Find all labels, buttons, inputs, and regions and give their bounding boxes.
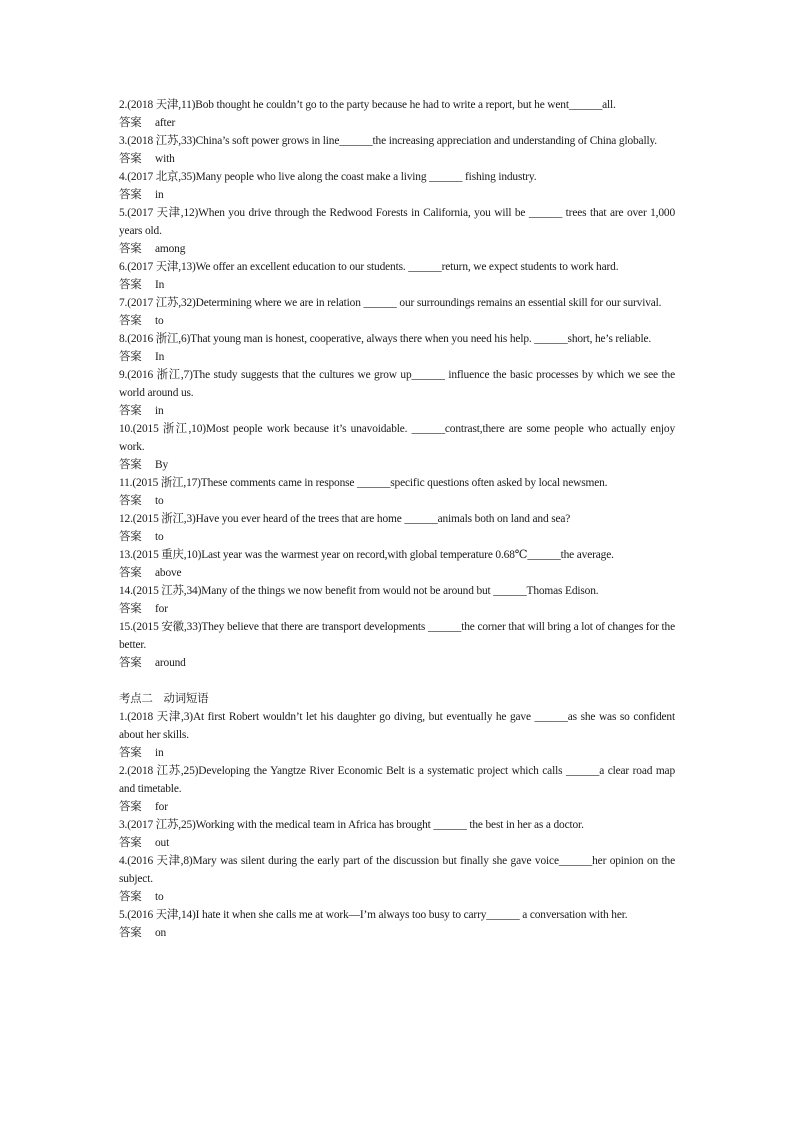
question-text: 5.(2016 天津,14)I hate it when she calls me at work—I’m always too busy to carry______ a conversation with her. bbox=[119, 909, 628, 921]
answer-value: for bbox=[155, 603, 168, 615]
answer-value: to bbox=[155, 531, 164, 543]
answer-line bbox=[119, 492, 675, 510]
answer-label: 答案 bbox=[119, 279, 142, 291]
question-text: 11.(2015 浙江,17)These comments came in response ______specific questions often asked by local newsmen. bbox=[119, 477, 608, 489]
answer-value: to bbox=[155, 891, 164, 903]
answer-line bbox=[119, 240, 675, 258]
answer-value: in bbox=[155, 189, 164, 201]
answer-label: 答案 bbox=[119, 657, 142, 669]
answer-value: among bbox=[155, 243, 186, 255]
answer-line bbox=[119, 654, 675, 672]
answer-label: 答案 bbox=[119, 315, 142, 327]
question-text: 10.(2015 浙江,10)Most people work because it’s unavoidable. ______contrast,there are some people who actually enjoy work. bbox=[119, 423, 675, 453]
question-text: 12.(2015 浙江,3)Have you ever heard of the trees that are home ______animals both on land and sea? bbox=[119, 513, 571, 525]
question-text: 15.(2015 安徽,33)They believe that there are transport developments ______the corner that will bring a lot of changes for the better. bbox=[119, 621, 675, 651]
answer-value: out bbox=[155, 837, 170, 849]
question-text: 5.(2017 天津,12)When you drive through the Redwood Forests in California, you will be ______ trees that are over 1,000 years old. bbox=[119, 207, 675, 237]
answer-line bbox=[119, 456, 675, 474]
answer-line bbox=[119, 744, 675, 762]
answer-value: for bbox=[155, 801, 168, 813]
answer-line bbox=[119, 798, 675, 816]
answer-line bbox=[119, 150, 675, 168]
answer-value: after bbox=[155, 117, 176, 129]
document-page bbox=[119, 96, 675, 942]
answer-line bbox=[119, 186, 675, 204]
question-text: 3.(2017 江苏,25)Working with the medical team in Africa has brought ______ the best in her as a doctor. bbox=[119, 819, 584, 831]
answer-line bbox=[119, 402, 675, 420]
answer-label: 答案 bbox=[119, 351, 142, 363]
answer-label: 答案 bbox=[119, 117, 142, 129]
question-text: 4.(2016 天津,8)Mary was silent during the early part of the discussion but finally she gave voice______her opinion on the subject. bbox=[119, 855, 675, 885]
section-title: 考点二 动词短语 bbox=[119, 693, 209, 705]
answer-line bbox=[119, 600, 675, 618]
section-verb-phrases bbox=[119, 708, 675, 942]
answer-value: on bbox=[155, 927, 167, 939]
answer-label: 答案 bbox=[119, 189, 142, 201]
answer-label: 答案 bbox=[119, 891, 142, 903]
answer-value: By bbox=[155, 459, 168, 471]
answer-label: 答案 bbox=[119, 927, 142, 939]
answer-value: above bbox=[155, 567, 182, 579]
answer-line bbox=[119, 312, 675, 330]
answer-line bbox=[119, 528, 675, 546]
answer-line bbox=[119, 888, 675, 906]
answer-line bbox=[119, 834, 675, 852]
question-text: 2.(2018 天津,11)Bob thought he couldn’t go to the party because he had to write a report, but he went______all. bbox=[119, 99, 616, 111]
question-text: 7.(2017 江苏,32)Determining where we are in relation ______ our surroundings remains an essential skill for our survival. bbox=[119, 297, 662, 309]
answer-value: In bbox=[155, 279, 165, 291]
answer-label: 答案 bbox=[119, 405, 142, 417]
answer-label: 答案 bbox=[119, 531, 142, 543]
answer-value: with bbox=[155, 153, 175, 165]
answer-line bbox=[119, 276, 675, 294]
answer-value: around bbox=[155, 657, 186, 669]
answer-label: 答案 bbox=[119, 495, 142, 507]
answer-line bbox=[119, 114, 675, 132]
answer-label: 答案 bbox=[119, 459, 142, 471]
question-text: 3.(2018 江苏,33)China’s soft power grows in line______the increasing appreciation and understanding of China globally. bbox=[119, 135, 657, 147]
section-prepositions bbox=[119, 96, 675, 672]
answer-label: 答案 bbox=[119, 243, 142, 255]
question-text: 4.(2017 北京,35)Many people who live along the coast make a living ______ fishing industry. bbox=[119, 171, 537, 183]
question-text: 6.(2017 天津,13)We offer an excellent education to our students. ______return, we expect students to work hard. bbox=[119, 261, 619, 273]
answer-label: 答案 bbox=[119, 801, 142, 813]
answer-line bbox=[119, 924, 675, 942]
question-text: 9.(2016 浙江,7)The study suggests that the cultures we grow up______ influence the basic processes by which we see the world around us. bbox=[119, 369, 675, 399]
question-text: 13.(2015 重庆,10)Last year was the warmest year on record,with global temperature 0.68℃______the average. bbox=[119, 549, 614, 561]
question-text: 14.(2015 江苏,34)Many of the things we now benefit from would not be around but ______Thomas Edison. bbox=[119, 585, 599, 597]
answer-label: 答案 bbox=[119, 837, 142, 849]
answer-label: 答案 bbox=[119, 747, 142, 759]
answer-value: to bbox=[155, 315, 164, 327]
answer-label: 答案 bbox=[119, 153, 142, 165]
question-text: 2.(2018 江苏,25)Developing the Yangtze River Economic Belt is a systematic project which calls ______a clear road map and timetable. bbox=[119, 765, 675, 795]
question-text: 8.(2016 浙江,6)That young man is honest, cooperative, always there when you need his help. ______short, he’s reliable. bbox=[119, 333, 652, 345]
answer-value: in bbox=[155, 747, 164, 759]
answer-line bbox=[119, 564, 675, 582]
question-text: 1.(2018 天津,3)At first Robert wouldn’t let his daughter go diving, but eventually he gave ______as she was so confident about her skills. bbox=[119, 711, 675, 741]
answer-label: 答案 bbox=[119, 567, 142, 579]
answer-value: In bbox=[155, 351, 165, 363]
answer-label: 答案 bbox=[119, 603, 142, 615]
answer-value: in bbox=[155, 405, 164, 417]
answer-value: to bbox=[155, 495, 164, 507]
answer-line bbox=[119, 348, 675, 366]
